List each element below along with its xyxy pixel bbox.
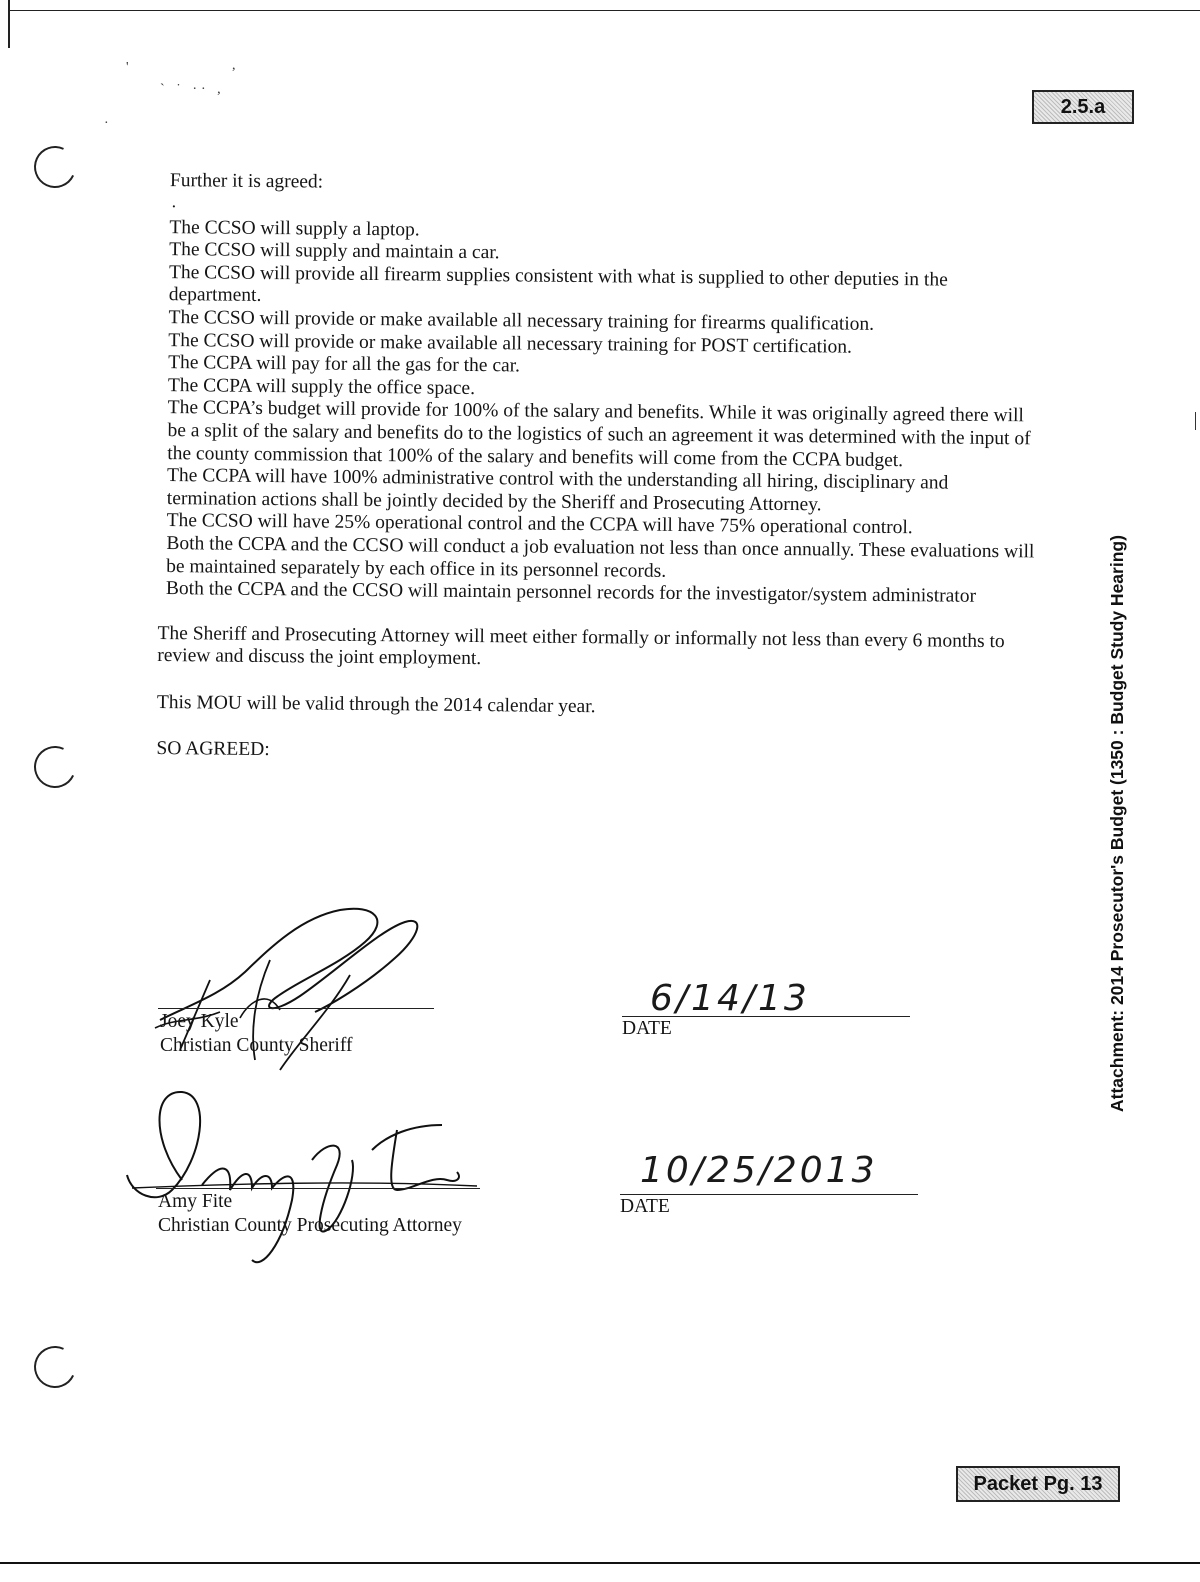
packet-page-badge: Packet Pg. 13 (956, 1466, 1120, 1502)
meeting-paragraph: The Sheriff and Prosecuting Attorney will meet either formally or informally not less than every 6 months to review and discuss the joint employment. (157, 622, 1005, 670)
prosecutor-date-label: DATE (620, 1196, 670, 1217)
scan-speck: ` ˙ ·· , (160, 82, 225, 97)
clause-operational-control: The CCSO will have 25% operational control and the CCPA will have 75% operational control. (166, 510, 913, 539)
scan-edge-left (8, 0, 10, 48)
closing-section (156, 623, 1037, 770)
punch-hole (28, 1340, 82, 1394)
so-agreed-label: SO AGREED: (156, 738, 270, 761)
sheriff-handwritten-date: 6/14/13 (650, 978, 810, 1019)
clause-administrative-control: The CCPA will have 100% administrative control with the understanding all hiring, disciplinary and termination actions shall be jointly decided by the Sheriff and Prosecuting Attorney. (166, 465, 949, 516)
scan-edge-right (1195, 412, 1196, 430)
scan-edge-top (8, 10, 1200, 11)
validity-paragraph: This MOU will be valid through the 2014 calendar year. (156, 691, 596, 718)
scan-speck: , (232, 58, 236, 73)
prosecutor-signature-line (156, 1188, 480, 1189)
sheriff-signature-line (158, 1008, 434, 1009)
sheriff-signature-block (160, 1010, 352, 1058)
attachment-side-label: Attachment: 2014 Prosecutor's Budget (1350 : Budget Study Hearing) (1107, 535, 1127, 1112)
sheriff-date-label: DATE (622, 1018, 672, 1039)
prosecutor-name: Amy Fite (158, 1191, 233, 1212)
sheriff-title: Christian County Sheriff (160, 1035, 353, 1056)
prosecutor-signature-block (158, 1190, 462, 1238)
scan-speck: · (104, 116, 109, 131)
clause-post-training: The CCSO will provide or make available all necessary training for POST certification. (168, 329, 853, 358)
clause-office-space: The CCPA will supply the office space. (167, 374, 476, 399)
clause-salary: The CCPA’s budget will provide for 100% of the salary and benefits. While it was originally agreed there will be a split of the salary and benefits do to the logistics of such an agreement it was determined with the input of the county commission that 100% of the salary and benefits will come from the CCPA budget. (167, 397, 1031, 471)
mou-body (156, 170, 1042, 769)
clause-firearms-training: The CCSO will provide or make available all necessary training for firearms qualification. (168, 307, 875, 335)
clause-job-evaluation: Both the CCPA and the CCSO will conduct a job evaluation not less than once annually. These evaluations will be maintained separately by each office in its personnel records. (166, 532, 1035, 582)
prosecutor-handwritten-date: 10/25/2013 (640, 1150, 878, 1191)
intro-line: Further it is agreed: (169, 170, 324, 193)
prosecutor-date-line (620, 1194, 918, 1195)
stray-mark: . (171, 190, 177, 211)
punch-hole (28, 740, 82, 794)
sheriff-name: Joey Kyle (160, 1011, 239, 1032)
prosecutor-signature (112, 1080, 472, 1280)
scan-edge-bottom (0, 1562, 1200, 1564)
punch-hole (28, 140, 82, 194)
clause-gas: The CCPA will pay for all the gas for the car. (168, 352, 521, 377)
clause-personnel-records: Both the CCPA and the CCSO will maintain personnel records for the investigator/system administrator (165, 578, 977, 607)
clause-list (166, 217, 1042, 609)
prosecutor-title: Christian County Prosecuting Attorney (158, 1215, 462, 1236)
clause-car: The CCSO will supply and maintain a car. (169, 239, 500, 264)
scan-speck: ' (126, 60, 129, 75)
section-badge: 2.5.a (1032, 90, 1134, 124)
clause-laptop: The CCSO will supply a laptop. (169, 216, 420, 241)
clause-firearm-supplies: The CCSO will provide all firearm supplies consistent with what is supplied to other deputies in the department. (168, 261, 948, 307)
